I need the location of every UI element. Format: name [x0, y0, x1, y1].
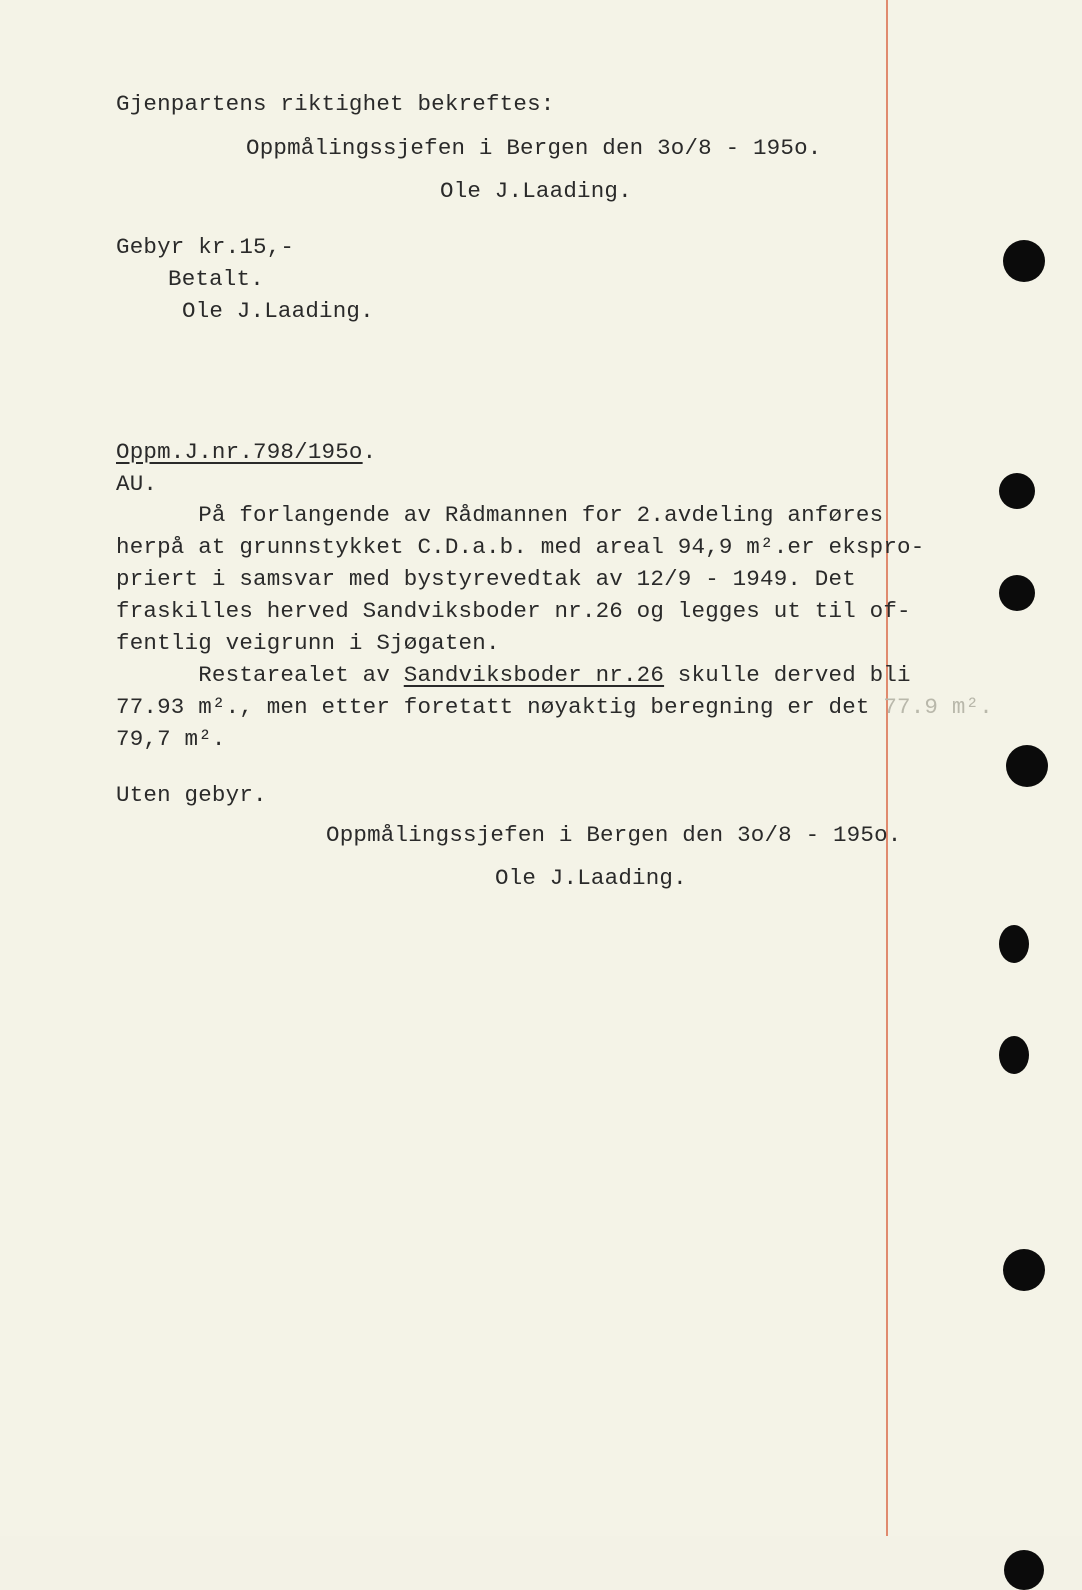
entry-signature-line: Ole J.Laading.: [495, 865, 687, 891]
entry-code: AU.: [116, 471, 158, 497]
paid-line: Betalt.: [168, 266, 264, 292]
journal-number-suffix: .: [362, 439, 377, 465]
rest-area-prefix: Restarealet av: [116, 662, 404, 688]
entry-office-date-line: Oppmålingssjefen i Bergen den 3o/8 - 195o.: [326, 822, 902, 848]
rest-area-suffix: skulle derved bli: [664, 662, 911, 688]
journal-number: [116, 438, 376, 466]
body-line: herpå at grunnstykket C.D.a.b. med areal 94,9 m².er ekspro-: [116, 534, 925, 560]
margin-rule: [886, 0, 888, 1536]
punch-hole: [1003, 240, 1045, 282]
journal-number-text: Oppm.J.nr.798/195o: [116, 439, 363, 465]
office-date-line: Oppmålingssjefen i Bergen den 3o/8 - 195o.: [246, 135, 822, 161]
fee-signature-line: Ole J.Laading.: [182, 298, 374, 324]
no-fee-line: Uten gebyr.: [116, 782, 267, 808]
rest-area-line: [116, 661, 911, 689]
body-line: fraskilles herved Sandviksboder nr.26 og legges ut til of-: [116, 598, 911, 624]
body-line: priert i samsvar med bystyrevedtak av 12/9 - 1949. Det: [116, 566, 856, 592]
punch-hole: [1004, 1550, 1044, 1590]
rest-area-text: 77.93 m²., men etter foretatt nøyaktig beregning er det: [116, 694, 884, 720]
punch-hole: [999, 1036, 1029, 1074]
punch-hole: [999, 575, 1035, 611]
rest-area-property: Sandviksboder nr.26: [403, 662, 665, 688]
body-line: fentlig veigrunn i Sjøgaten.: [116, 630, 500, 656]
body-line: På forlangende av Rådmannen for 2.avdeling anføres: [116, 502, 884, 528]
punch-hole: [1003, 1249, 1045, 1291]
confirmation-line: Gjenpartens riktighet bekreftes:: [116, 91, 555, 117]
punch-hole: [999, 473, 1035, 509]
fee-line: Gebyr kr.15,-: [116, 234, 295, 260]
rest-area-faint-text: 77.9 m².: [883, 694, 993, 720]
punch-hole: [999, 925, 1029, 963]
signature-line: Ole J.Laading.: [440, 178, 632, 204]
punch-hole: [1006, 745, 1048, 787]
rest-area-line-2: [116, 693, 993, 721]
rest-area-line-3: 79,7 m².: [116, 726, 226, 752]
